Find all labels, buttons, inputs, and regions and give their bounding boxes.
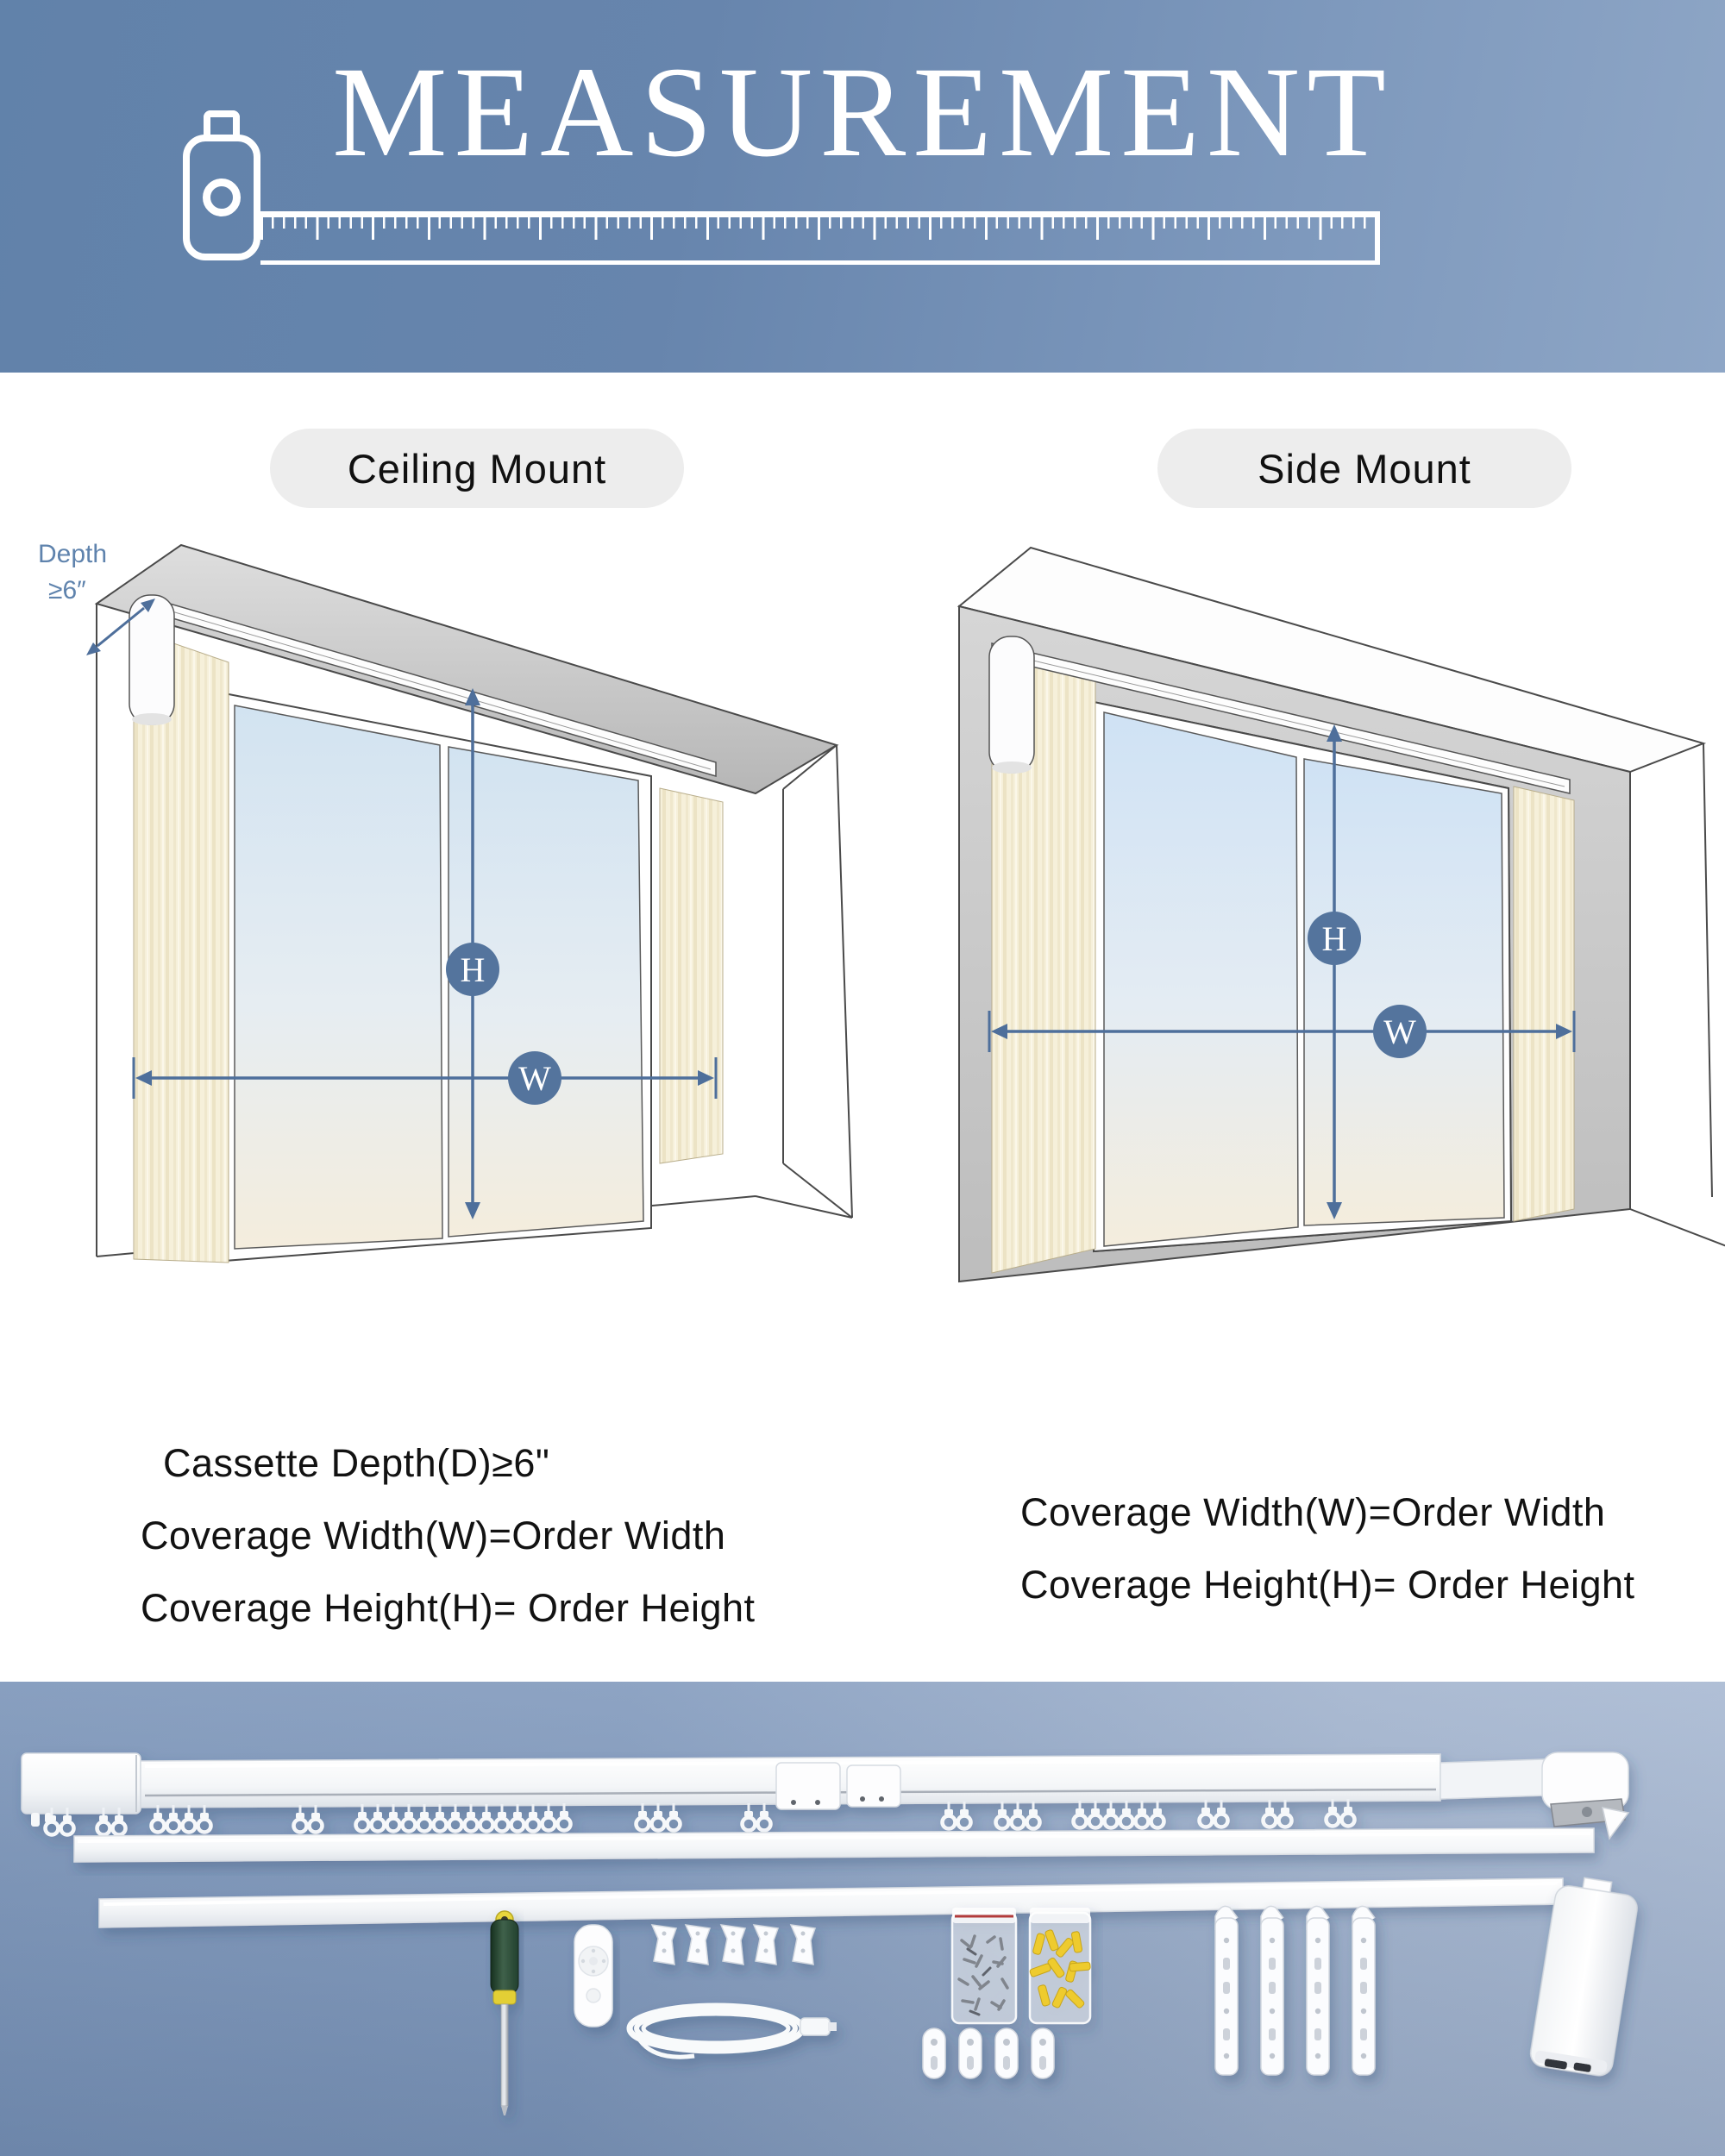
- window-glass-left: [235, 705, 442, 1249]
- window-glass-left: [1104, 712, 1298, 1246]
- side-mount-label-pill: Side Mount: [1157, 429, 1571, 508]
- kit-illustration: [0, 1682, 1725, 2156]
- side-mount-notes: [1020, 1476, 1635, 1621]
- height-letter: H: [460, 950, 486, 989]
- header-banner: [0, 0, 1725, 373]
- measurement-note: Coverage Width(W)=Order Width: [141, 1514, 726, 1557]
- measurement-note: Coverage Height(H)= Order Height: [141, 1586, 756, 1630]
- depth-label: Depth: [38, 540, 108, 568]
- measurement-note: Cassette Depth(D)≥6": [163, 1441, 550, 1485]
- included-parts-band: [0, 1682, 1725, 2156]
- width-letter: W: [1383, 1012, 1416, 1051]
- remote-control: [574, 1925, 612, 2027]
- tape-measure-icon: [183, 135, 260, 260]
- curtain-rail-with-motor: [99, 1878, 1563, 1927]
- curtain-right: [1514, 787, 1574, 1221]
- ceiling-mount-notes: [141, 1427, 756, 1645]
- tape-measure-ring: [203, 179, 241, 216]
- ruler-icon: [260, 211, 1380, 265]
- curtain-right: [660, 788, 723, 1163]
- ceiling-mount-diagram: [26, 528, 871, 1403]
- measurement-note: Coverage Width(W)=Order Width: [1020, 1490, 1606, 1534]
- curtain-track-with-gliders: [22, 1752, 1628, 1839]
- connector-plates: [923, 2028, 1054, 2078]
- track-motor: [989, 636, 1034, 774]
- side-mount-diagram: [910, 507, 1725, 1404]
- mounting-clips: [652, 1925, 815, 1965]
- measurement-note: Coverage Height(H)= Order Height: [1020, 1563, 1635, 1607]
- width-letter: W: [518, 1059, 551, 1098]
- wall-anchors-bag: [1029, 1908, 1090, 2023]
- power-cable: [630, 2006, 837, 2057]
- screws-bag: [952, 1908, 1016, 2023]
- depth-value: ≥6″: [48, 576, 86, 605]
- page-title: MEASUREMENT: [332, 41, 1393, 184]
- room-outline: [1630, 743, 1725, 1252]
- screwdriver: [491, 1911, 518, 2115]
- height-letter: H: [1321, 919, 1347, 958]
- wall-brackets: [1215, 1906, 1375, 2075]
- ceiling-mount-label-pill: Ceiling Mount: [270, 429, 684, 508]
